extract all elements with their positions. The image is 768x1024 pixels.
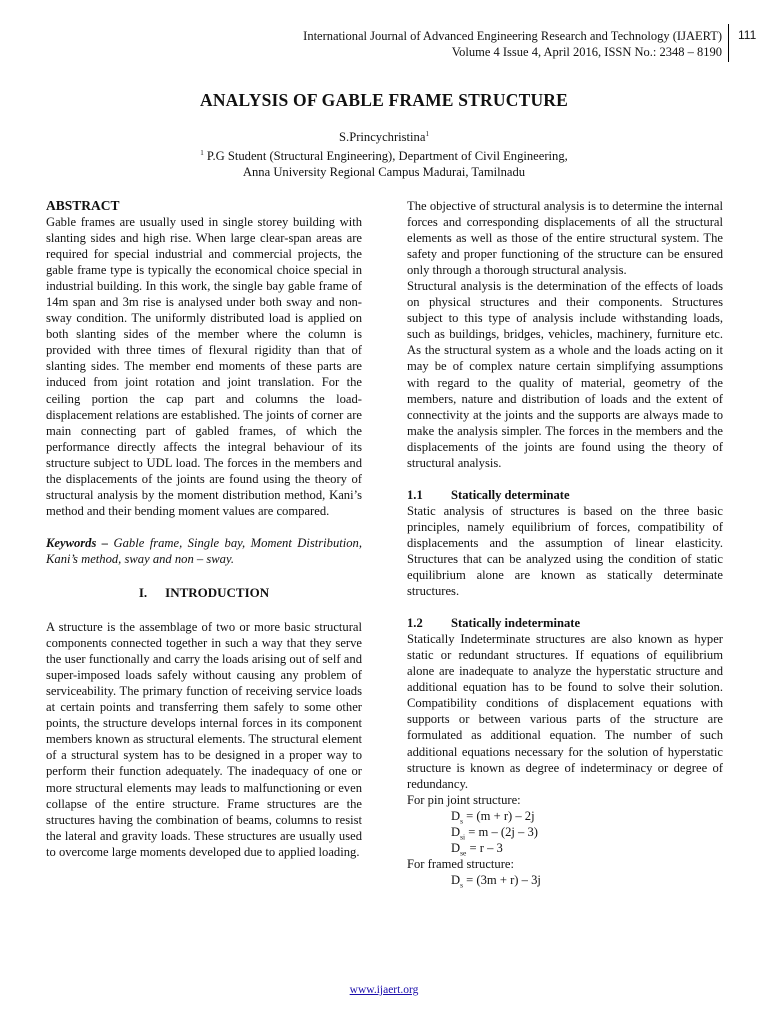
- pin-joint-label: For pin joint structure:: [407, 792, 521, 807]
- abstract-text: Gable frames are usually used in single storey building with slanting sides and high rise. When large clear-span areas are required for special industrial and commercial projects, the gable frame type is typically the economical choice special in industrial building. In this work, the single bay gable frame of 14m span and 3m rise is analysed under both sway and non-sway condition. The uniformly distributed load is applied on both slanting sides of the member where the column is provided with three times of flexural rigidity than that of slanting sides. The member end moments of these parts are induced from joint rotation and joint translation. For the ceiling portion the cap part and columns the load-displacement relations are established. The joints of corner are main connecting part of gabled frames, of which the performance directly affects the integral behaviour of its structure subject to UDL load. The forces in the members and the displacements of the joints are found using the theory of structural analysis by the moment distribution method, Kani’s method and their bending moment values are compared.: [46, 215, 362, 518]
- keywords-text: Gable frame, Single bay, Moment Distribution, Kani’s method, sway and non – sway.: [46, 535, 362, 566]
- equation-dsi: $D_{si} = m - (2j - 3)$: [451, 824, 538, 842]
- section-heading-introduction: I. INTRODUCTION: [138, 584, 270, 600]
- affiliation-line-1: $^1$ P.G Student (Structural Engineering), Department of Civil Engineering,: [200, 149, 568, 164]
- header-divider: [728, 24, 729, 62]
- statically-determinate-text: Static analysis of structures is based on the three basic principles, namely equilibrium of forces, compatibility of displacements and the assumption of linear elasticity. Structures that can be analyzed using the condition of static equilibrium alone are known as statically determinate structures.: [407, 503, 723, 599]
- equation-ds-pin: $D_s = (m + r) - 2j$: [451, 808, 535, 826]
- journal-header: [303, 28, 722, 60]
- introduction-text: A structure is the assemblage of two or more basic structural components connected together in such a way that they serve the user functionally and carry the loads arising out of self and super-imposed loads safely without causing any problem of serviceability. The primary function of receiving service loads at certain points and transferring them safely to some other points, the structure develops internal forces in its component members known as structural elements. The structural element of a structural system has to be designed in a proper way to perform their function adequately. The inadequacy of one or more structural elements may leads to malfunctioning or even collapse of the entire structure. Frame structures are the structures having the combination of beams, columns to resist the lateral and gravity loads. These structures are usually used to overcome large moments developed due to applied loading.: [46, 620, 362, 859]
- journal-issue: Volume 4 Issue 4, April 2016, ISSN No.: 2348 – 8190: [451, 45, 722, 59]
- affiliation-line-2: Anna University Regional Campus Madurai, Tamilnadu: [242, 165, 526, 180]
- footer-website-link[interactable]: www.ijaert.org: [349, 984, 419, 996]
- keywords-label: Keywords –: [46, 535, 109, 550]
- equation-dse: $D_{se} = r - 3$: [451, 840, 503, 858]
- journal-name: International Journal of Advanced Engineering Research and Technology (IJAERT): [303, 29, 722, 43]
- author-block: [0, 126, 768, 180]
- structural-analysis-paragraph: Structural analysis is the determination of the effects of loads on physical structures and their components. Structures subject to this type of analysis include withstanding loads, such as buildings, bridges, vehicles, machinery, furniture etc. As the structural system as a whole and the loads acting on it may be of complex nature certain simplifying assumptions with regard to the quality of material, geometry of the members, nature and distribution of loads and the extent of connectivity at the joints and the supports are always made to make the analysis simpler. The forces in the members and the displacements of the joints are found using the theory of structural analysis.: [407, 279, 723, 470]
- objective-paragraph: The objective of structural analysis is to determine the internal forces and corresponding displacements of all the structural elements as well as those of the entire structural system. The safety and proper functioning of the structure can be ensured only through a thorough structural analysis.: [407, 199, 723, 278]
- keywords: [46, 535, 362, 567]
- subsection-heading-1-2: 1.2 Statically indeterminate: [407, 616, 581, 631]
- author-name: S.Princychristina$^1$: [339, 130, 429, 145]
- right-column: [407, 198, 723, 888]
- left-column: [46, 198, 362, 860]
- abstract-heading: ABSTRACT: [46, 198, 120, 213]
- paper-title: ANALYSIS OF GABLE FRAME STRUCTURE: [199, 90, 568, 110]
- page-number: 111: [738, 28, 757, 42]
- statically-indeterminate-text: Statically Indeterminate structures are also known as hyper static or redundant structures. If equations of equilibrium alone are inadequate to analyze the hyperstatic structure and additional equation has to be found to solve their solution. Compatibility conditions of displacement equations with supports or between various parts of the structure are formulated as additional equation. The number of such additional equations necessary for the solution of hyperstatic structure is known as degree of indeterminacy or degree of redundancy.: [407, 632, 723, 791]
- framed-structure-label: For framed structure:: [407, 856, 515, 871]
- subsection-heading-1-1: 1.1 Statically determinate: [407, 487, 570, 502]
- equation-ds-frame: $D_s = (3m + r) - 3j$: [451, 872, 541, 890]
